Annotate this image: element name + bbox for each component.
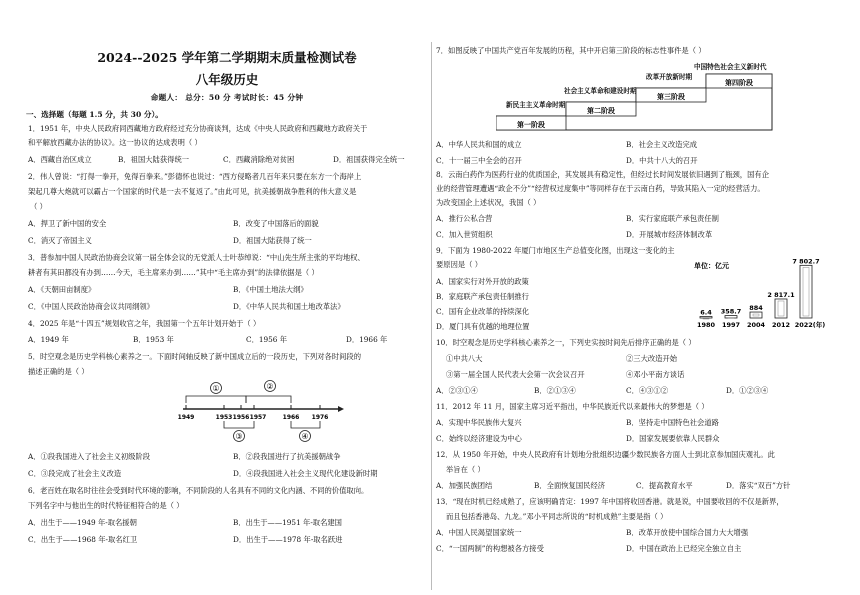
q10-item-4: ④邓小平南方谈话 (626, 370, 685, 379)
q4-option-c[interactable]: C．1956 年 (246, 335, 288, 344)
q8-stem-line: 8．云南白药作为医药行业的优质国企，其发展具有稳定性，但经过长时间发展依旧遇到了瓶颈，国有企 (436, 170, 769, 179)
q1-option-b[interactable]: B．祖国大陆获得统一 (118, 155, 190, 164)
q4-option-a[interactable]: A．1949 年 (28, 335, 69, 344)
q1-stem-line: 和平解放西藏办法的协议》。这一协议的达成表明（ ） (28, 138, 202, 147)
q13-option-b[interactable]: B．改革开放使中国综合国力大大增强 (626, 528, 749, 537)
section-heading: 一、选择题（每题 1.5 分，共 30 分）。 (26, 110, 163, 119)
q7-option-d[interactable]: D．中共十八大的召开 (626, 156, 698, 165)
mark-4: ④ (301, 432, 309, 441)
q7-stem-line: 7．如图反映了中国共产党百年发展的历程，其中开启第三阶段的标志性事件是（ ） (436, 46, 706, 55)
q12-option-a[interactable]: A．加强民族团结 (436, 481, 493, 490)
q6-option-b[interactable]: B．出生于——1951 年-取名建国 (233, 518, 342, 527)
mark-1: ① (212, 384, 220, 393)
chart-bar-0 (700, 317, 712, 319)
q10-option-a[interactable]: A．②③①④ (436, 386, 478, 395)
q8-stem-line: 业的经营管理遭遇“政企不分”“经营权过度集中”等同样存在于云南白药，导致其陷入一定的经营活力。 (436, 184, 765, 193)
chart-bar-3 (775, 299, 787, 318)
q2-option-c[interactable]: C．消灭了帝国主义 (28, 236, 92, 245)
q10-item-2: ②三大改造开始 (626, 354, 678, 363)
q13-option-a[interactable]: A．中国人民渴望国家统一 (436, 528, 522, 537)
year-1957: 1957 (249, 414, 267, 421)
q2-stem-line: （ ） (30, 202, 47, 211)
chart-bar-shade-1 (728, 318, 734, 319)
q6-option-d[interactable]: D．出生于——1978 年-取名跃进 (233, 535, 343, 544)
q10-stem-line: 10．时空观念是历史学科核心素养之一，下列史实按时间先后排序正确的是（ ） (436, 338, 696, 347)
chart-unit-label: 单位：亿元 (694, 262, 729, 270)
q11-option-c[interactable]: C．始终以经济建设为中心 (436, 434, 522, 443)
q13-stem-line: 而且包括香港岛、九龙。”邓小平同志所说的“时机成熟”主要是指（ ） (446, 512, 668, 521)
q7-option-c[interactable]: C．十一届三中全会的召开 (436, 156, 522, 165)
year-1953: 1953 (215, 414, 233, 421)
chart-category-label-3: 2012 (771, 321, 791, 329)
timeline-diagram (148, 376, 348, 446)
q9-option-d[interactable]: D．厦门具有优越的地理位置 (436, 322, 530, 331)
gdp-bar-chart (664, 248, 834, 334)
q2-option-a[interactable]: A．捍卫了新中国的安全 (28, 219, 107, 228)
q3-option-c[interactable]: C．《中国人民政治协商会议共同纲领》 (28, 302, 154, 311)
q11-option-b[interactable]: B．坚持走中国特色社会道路 (626, 418, 719, 427)
stage-2: 第二阶段 (587, 107, 615, 115)
q11-option-a[interactable]: A．实现中华民族伟大复兴 (436, 418, 522, 427)
q1-option-c[interactable]: C．西藏消除绝对贫困 (223, 155, 295, 164)
bracket-1 (186, 396, 246, 403)
q6-option-a[interactable]: A．出生于——1949 年-取名援朝 (28, 518, 137, 527)
chart-category-label-2: 2004 (746, 321, 766, 329)
q6-option-c[interactable]: C．出生于——1968 年-取名红卫 (28, 535, 138, 544)
q8-option-b[interactable]: B．实行家庭联产承包责任制 (626, 214, 719, 223)
q1-option-a[interactable]: A．西藏自治区成立 (28, 155, 92, 164)
q3-stem-line: 3．普参加中国人民政治协商会议第一届全体会议的无党派人士叶恭绰说：“中山先生所主张的平均地权、 (28, 253, 365, 262)
step-4-label: 中国特色社会主义新时代 (694, 63, 767, 71)
q3-option-d[interactable]: D．《中华人民共和国土地改革法》 (233, 302, 345, 311)
exam-title: 2024--2025 学年第二学期期末质量检测试卷 (97, 50, 357, 65)
q9-option-b[interactable]: B．家庭联产承包责任制推行 (436, 292, 529, 301)
chart-value-label-2: 884 (749, 304, 763, 313)
chart-bar-2 (750, 312, 762, 318)
q2-stem-line: 2．伟人曾说：“打得一拳开，免得百拳来。”彭德怀也说过：“西方侵略者几百年来只要在东方一个海岸上 (28, 172, 362, 181)
exam-subtitle: 八年级历史 (195, 72, 259, 87)
q2-option-d[interactable]: D．祖国大陆获得了统一 (233, 236, 312, 245)
stage-4: 第四阶段 (725, 79, 753, 87)
q12-option-d[interactable]: D．落实“双百”方针 (726, 481, 791, 490)
q13-option-d[interactable]: D．中国在政治上已经完全独立自主 (626, 544, 742, 553)
q5-stem-line: 5．时空观念是历史学科核心素养之一。下面时间轴反映了新中国成立后的一段历史，下列对各时间段的 (28, 352, 361, 361)
q5-option-d[interactable]: D．④段我国进入社会主义现代化建设新时期 (233, 469, 378, 478)
q6-stem-line: 6．老百姓在取名时往往会受到时代环境的影响，不同阶段的人名具有不同的文化内涵、不同的价值取向。 (28, 486, 369, 495)
q10-option-d[interactable]: D．①②③④ (726, 386, 769, 395)
q10-option-b[interactable]: B．②①③④ (534, 386, 576, 395)
q5-option-b[interactable]: B．②段我国进行了抗美援朝战争 (233, 452, 341, 461)
year-1976: 1976 (311, 414, 329, 421)
q2-stem-line: 架起几尊大炮就可以霸占一个国家的时代是一去不复返了。”由此可见，抗美援朝战争胜利的伟大意义是 (28, 187, 357, 196)
q8-stem-line: 为改变国企上述状况，我国（ ） (436, 198, 541, 207)
column-divider (431, 42, 432, 590)
q9-stem-line: 要原因是（ ） (436, 260, 483, 269)
q1-option-d[interactable]: D．祖国获得完全统一 (333, 155, 405, 164)
q11-option-d[interactable]: D．国家发展要依靠人民群众 (626, 434, 720, 443)
chart-category-label-4: 2022(年) (794, 321, 826, 329)
chart-category-label-1: 1997 (721, 321, 741, 329)
year-1949: 1949 (177, 414, 195, 421)
q8-option-a[interactable]: A．推行公私合营 (436, 214, 493, 223)
chart-category-label-0: 1980 (696, 321, 716, 329)
q8-option-c[interactable]: C．加入世贸组织 (436, 230, 493, 239)
step-1-label: 新民主主义革命时期 (506, 101, 566, 109)
q3-stem-line: 耕者有其田都没有办到……今天，毛主席来办到……”其中“毛主席办到”的法律依据是（ ） (28, 268, 319, 277)
q1-stem-line: 1．1951 年，中央人民政府同西藏地方政府经过充分协商谈判，达成《中央人民政府和西藏地方政府关于 (28, 124, 368, 133)
q10-item-1: ①中共八大 (446, 354, 483, 363)
chart-value-label-0: 6.4 (700, 308, 712, 317)
q4-stem-line: 4．2025 年是“十四五”规划收官之年，我国第一个五年计划开始于（ ） (28, 319, 261, 328)
q13-option-c[interactable]: C．“一国两制”的构想被各方接受 (436, 544, 544, 553)
q10-item-3: ③第一届全国人民代表大会第一次会议召开 (446, 370, 585, 379)
q2-option-b[interactable]: B．改变了中国落后的面貌 (233, 219, 319, 228)
q8-option-d[interactable]: D．开展城市经济体制改革 (626, 230, 713, 239)
q3-option-a[interactable]: A．《天朝田亩制度》 (28, 285, 96, 294)
chart-bar-4 (800, 265, 812, 318)
chart-value-label-1: 358.7 (720, 307, 742, 316)
q12-option-b[interactable]: B．全面恢复国民经济 (534, 481, 606, 490)
q7-option-b[interactable]: B．社会主义改造完成 (626, 140, 698, 149)
bracket-2 (246, 396, 291, 403)
q12-stem-line: 举旨在（ ） (446, 465, 485, 474)
stage-3: 第三阶段 (657, 93, 685, 101)
year-1956: 1956 (232, 414, 250, 421)
q5-option-c[interactable]: C．③段完成了社会主义改造 (28, 469, 122, 478)
step-3-label: 改革开放新时期 (646, 73, 693, 81)
bracket-4 (291, 421, 320, 428)
q11-stem-line: 11．2012 年 11 月，国家主席习近平指出，中华民族近代以来最伟大的梦想是（ ） (436, 402, 709, 411)
q9-option-c[interactable]: C．国有企业改革的持续深化 (436, 307, 530, 316)
q12-stem-line: 12．从 1950 年开始，中央人民政府有计划地分批组织边疆少数民族各方面人士到北京参加国庆观礼。此 (436, 450, 775, 459)
q4-option-d[interactable]: D．1966 年 (346, 335, 388, 344)
q12-option-c[interactable]: C．提高教育水平 (636, 481, 693, 490)
mark-3: ③ (235, 432, 243, 441)
arrow-head (338, 406, 344, 412)
year-1966: 1966 (282, 414, 300, 421)
bracket-3 (224, 421, 254, 428)
exam-meta: 命题人： 总分：50 分 考试时长：45 分钟 (150, 93, 304, 102)
q6-stem-line: 下列名字中与他出生的时代特征相符合的是（ ） (28, 501, 184, 510)
chart-value-label-4: 7 802.7 (792, 257, 820, 266)
q5-stem-line: 描述正确的是（ ） (28, 367, 89, 376)
q10-option-c[interactable]: C．④③①② (626, 386, 669, 395)
q7-option-a[interactable]: A．中华人民共和国的成立 (436, 140, 522, 149)
chart-value-label-3: 2 817.1 (767, 290, 795, 299)
q9-stem-line: 9．下面为 1980-2022 年厦门市地区生产总值变化图，出现这一变化的主 (436, 246, 675, 255)
q4-option-b[interactable]: B．1953 年 (133, 335, 174, 344)
q5-option-a[interactable]: A．①段我国进入了社会主义初级阶段 (28, 452, 151, 461)
chart-bar-shade-0 (703, 319, 709, 320)
q3-option-b[interactable]: B．《中国土地法大纲》 (233, 285, 308, 294)
mark-2: ② (266, 382, 274, 391)
stage-1: 第一阶段 (517, 121, 545, 129)
q13-stem-line: 13．“现在时机已经成熟了，应该明确肯定：1997 年中国将收回香港。就是说，中国要收回的不仅是新界， (436, 497, 784, 506)
step-2-label: 社会主义革命和建设时期 (564, 87, 637, 95)
q9-option-a[interactable]: A．国家实行对外开放的政策 (436, 277, 529, 286)
